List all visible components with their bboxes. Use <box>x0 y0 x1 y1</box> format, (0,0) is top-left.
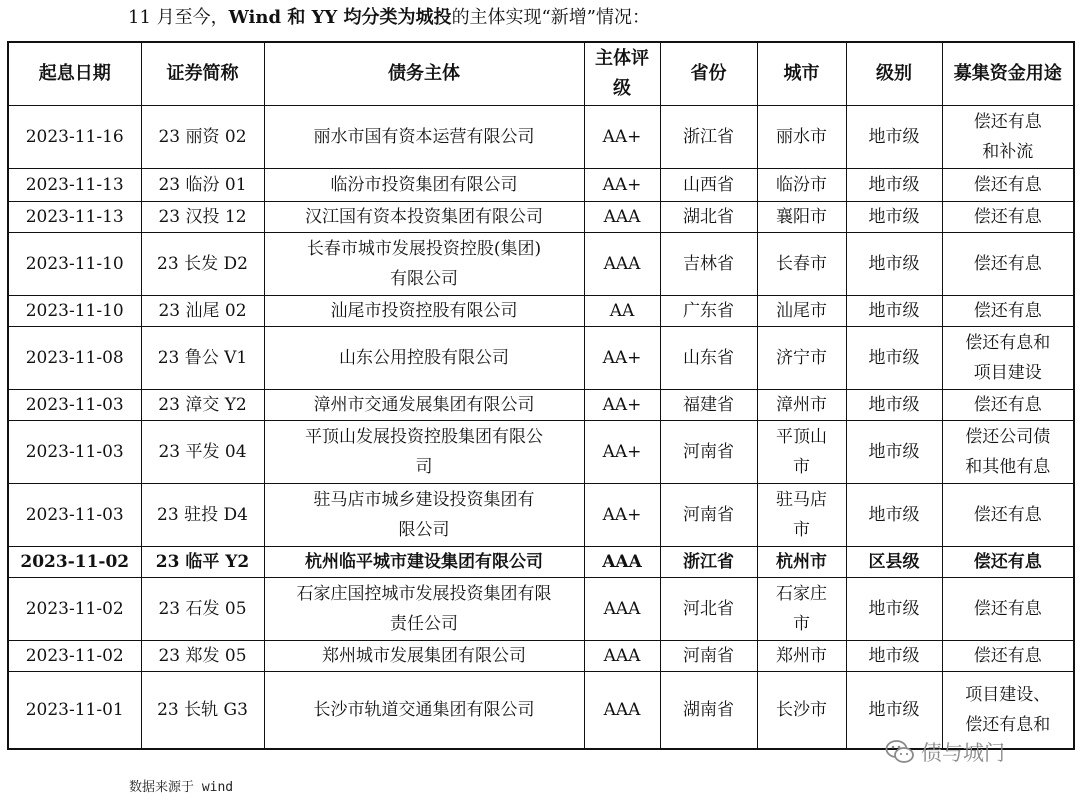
cell-rating: AA+ <box>584 420 660 483</box>
cell-rating: AA+ <box>584 483 660 546</box>
table-row <box>8 389 1074 420</box>
cell-security-name: 23 汕尾 02 <box>141 295 264 326</box>
cell-level: 地市级 <box>846 326 942 389</box>
table-row <box>8 326 1074 389</box>
cell-city: 济宁市 <box>757 326 846 389</box>
cell-start-date: 2023-11-02 <box>8 546 141 577</box>
header-start-date: 起息日期 <box>8 42 141 105</box>
cell-province: 广东省 <box>660 295 757 326</box>
cell-fund-use: 偿还有息 和补流 <box>942 105 1074 168</box>
cell-start-date: 2023-11-08 <box>8 326 141 389</box>
table-row <box>8 546 1074 577</box>
cell-fund-use: 偿还有息 <box>942 483 1074 546</box>
cell-fund-use: 偿还有息 <box>942 577 1074 640</box>
cell-rating: AA <box>584 295 660 326</box>
cell-rating: AAA <box>584 671 660 749</box>
cell-city: 石家庄 市 <box>757 577 846 640</box>
cell-start-date: 2023-11-03 <box>8 389 141 420</box>
cell-start-date: 2023-11-10 <box>8 232 141 295</box>
cell-security-name: 23 平发 04 <box>141 420 264 483</box>
cell-issuer: 汉江国有资本投资集团有限公司 <box>264 201 584 232</box>
cell-rating: AAA <box>584 201 660 232</box>
cell-level: 地市级 <box>846 295 942 326</box>
cell-security-name: 23 临汾 01 <box>141 168 264 201</box>
intro-sentence <box>128 6 650 30</box>
cell-rating: AAA <box>584 546 660 577</box>
cell-start-date: 2023-11-16 <box>8 105 141 168</box>
cell-province: 河南省 <box>660 483 757 546</box>
cell-security-name: 23 郑发 05 <box>141 640 264 671</box>
cell-level: 地市级 <box>846 640 942 671</box>
cell-issuer: 驻马店市城乡建设投资集团有 限公司 <box>264 483 584 546</box>
cell-province: 浙江省 <box>660 546 757 577</box>
cell-start-date: 2023-11-13 <box>8 201 141 232</box>
cell-city: 临汾市 <box>757 168 846 201</box>
header-province: 省份 <box>660 42 757 105</box>
cell-start-date: 2023-11-01 <box>8 671 141 749</box>
cell-start-date: 2023-11-02 <box>8 577 141 640</box>
header-security-name: 证券简称 <box>141 42 264 105</box>
cell-city: 漳州市 <box>757 389 846 420</box>
cell-city: 长沙市 <box>757 671 846 749</box>
cell-province: 浙江省 <box>660 105 757 168</box>
cell-fund-use: 偿还有息 <box>942 168 1074 201</box>
cell-security-name: 23 石发 05 <box>141 577 264 640</box>
table-row <box>8 483 1074 546</box>
cell-start-date: 2023-11-02 <box>8 640 141 671</box>
table-row <box>8 577 1074 640</box>
cell-province: 山西省 <box>660 168 757 201</box>
cell-level: 地市级 <box>846 671 942 749</box>
table-row <box>8 105 1074 168</box>
cell-city: 杭州市 <box>757 546 846 577</box>
table-row <box>8 201 1074 232</box>
cell-start-date: 2023-11-03 <box>8 420 141 483</box>
cell-rating: AAA <box>584 232 660 295</box>
table-body <box>8 105 1074 749</box>
cell-province: 河南省 <box>660 640 757 671</box>
cell-issuer: 石家庄国控城市发展投资集团有限 责任公司 <box>264 577 584 640</box>
cell-city: 长春市 <box>757 232 846 295</box>
cell-city: 驻马店 市 <box>757 483 846 546</box>
cell-start-date: 2023-11-10 <box>8 295 141 326</box>
table-row <box>8 295 1074 326</box>
data-source-note: 数据来源于 wind <box>129 780 234 795</box>
cell-security-name: 23 长发 D2 <box>141 232 264 295</box>
cell-level: 地市级 <box>846 483 942 546</box>
cell-issuer: 郑州城市发展集团有限公司 <box>264 640 584 671</box>
cell-start-date: 2023-11-03 <box>8 483 141 546</box>
table-row <box>8 232 1074 295</box>
cell-province: 河北省 <box>660 577 757 640</box>
cell-fund-use: 偿还有息 <box>942 295 1074 326</box>
cell-issuer: 长沙市轨道交通集团有限公司 <box>264 671 584 749</box>
header-level: 级别 <box>846 42 942 105</box>
cell-issuer: 丽水市国有资本运营有限公司 <box>264 105 584 168</box>
cell-city: 平顶山 市 <box>757 420 846 483</box>
cell-fund-use: 项目建设、 偿还有息和 <box>942 671 1074 749</box>
cell-rating: AA+ <box>584 326 660 389</box>
cell-level: 地市级 <box>846 105 942 168</box>
cell-security-name: 23 汉投 12 <box>141 201 264 232</box>
cell-province: 湖北省 <box>660 201 757 232</box>
cell-security-name: 23 丽资 02 <box>141 105 264 168</box>
cell-rating: AAA <box>584 577 660 640</box>
cell-fund-use: 偿还有息 <box>942 389 1074 420</box>
cell-security-name: 23 临平 Y2 <box>141 546 264 577</box>
intro-emphasis: Wind 和 YY 均分类为城投 <box>228 7 452 28</box>
cell-city: 丽水市 <box>757 105 846 168</box>
header-fund-use: 募集资金用途 <box>942 42 1074 105</box>
cell-fund-use: 偿还有息 <box>942 232 1074 295</box>
table-row <box>8 168 1074 201</box>
cell-security-name: 23 漳交 Y2 <box>141 389 264 420</box>
cell-rating: AA+ <box>584 168 660 201</box>
cell-city: 襄阳市 <box>757 201 846 232</box>
cell-city: 郑州市 <box>757 640 846 671</box>
cell-security-name: 23 鲁公 V1 <box>141 326 264 389</box>
cell-province: 山东省 <box>660 326 757 389</box>
intro-suffix: 的主体实现“新增”情况： <box>451 7 650 28</box>
cell-level: 区县级 <box>846 546 942 577</box>
cell-province: 河南省 <box>660 420 757 483</box>
cell-issuer: 平顶山发展投资控股集团有限公 司 <box>264 420 584 483</box>
cell-start-date: 2023-11-13 <box>8 168 141 201</box>
cell-level: 地市级 <box>846 420 942 483</box>
cell-rating: AA+ <box>584 389 660 420</box>
cell-level: 地市级 <box>846 389 942 420</box>
cell-level: 地市级 <box>846 232 942 295</box>
bond-table <box>7 41 1075 750</box>
intro-prefix: 11 月至今， <box>128 7 229 28</box>
cell-level: 地市级 <box>846 168 942 201</box>
table-header <box>8 42 1074 105</box>
cell-issuer: 汕尾市投资控股有限公司 <box>264 295 584 326</box>
cell-issuer: 山东公用控股有限公司 <box>264 326 584 389</box>
table-row <box>8 420 1074 483</box>
table-row <box>8 640 1074 671</box>
cell-security-name: 23 驻投 D4 <box>141 483 264 546</box>
cell-fund-use: 偿还有息 <box>942 640 1074 671</box>
cell-province: 福建省 <box>660 389 757 420</box>
cell-level: 地市级 <box>846 201 942 232</box>
header-city: 城市 <box>757 42 846 105</box>
cell-security-name: 23 长轨 G3 <box>141 671 264 749</box>
cell-province: 吉林省 <box>660 232 757 295</box>
watermark-text: 债与城门 <box>921 741 1005 765</box>
wechat-icon <box>885 739 915 765</box>
cell-fund-use: 偿还公司债 和其他有息 <box>942 420 1074 483</box>
cell-rating: AA+ <box>584 105 660 168</box>
cell-city: 汕尾市 <box>757 295 846 326</box>
watermark <box>885 737 1005 767</box>
cell-fund-use: 偿还有息 <box>942 546 1074 577</box>
cell-province: 湖南省 <box>660 671 757 749</box>
cell-issuer: 长春市城市发展投资控股(集团) 有限公司 <box>264 232 584 295</box>
cell-issuer: 临汾市投资集团有限公司 <box>264 168 584 201</box>
header-issuer: 债务主体 <box>264 42 584 105</box>
cell-fund-use: 偿还有息和 项目建设 <box>942 326 1074 389</box>
cell-rating: AAA <box>584 640 660 671</box>
header-rating: 主体评级 <box>584 42 660 105</box>
cell-fund-use: 偿还有息 <box>942 201 1074 232</box>
cell-level: 地市级 <box>846 577 942 640</box>
cell-issuer: 漳州市交通发展集团有限公司 <box>264 389 584 420</box>
cell-issuer: 杭州临平城市建设集团有限公司 <box>264 546 584 577</box>
